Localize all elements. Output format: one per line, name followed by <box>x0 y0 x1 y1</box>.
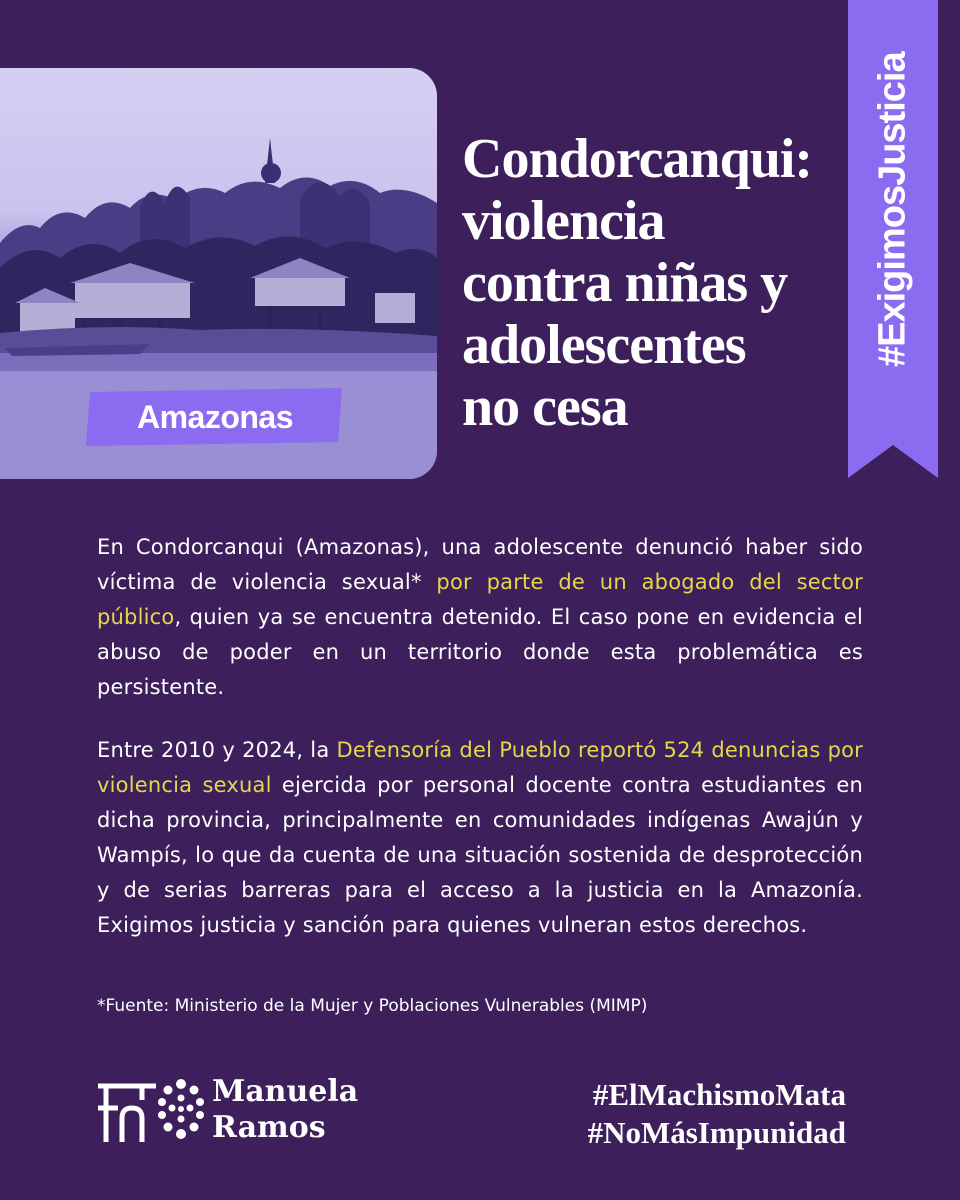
headline <box>462 128 842 438</box>
ribbon-hashtag: #ExigimosJusticia <box>871 52 914 368</box>
manuela-ramos-logo <box>96 1072 359 1152</box>
hashtag-ribbon <box>848 0 938 478</box>
hashtags <box>588 1076 846 1152</box>
paragraph-text: En Condorcanqui (Amazonas), una adolescente denunció haber sido víctima de violencia sexual* <box>97 535 863 594</box>
hashtag: #NoMásImpunidad <box>587 1115 846 1150</box>
article-body <box>97 530 863 971</box>
highlighted-text: por parte de un abogado del sector público <box>97 570 863 629</box>
paragraph-text: , quien ya se encuentra detenido. El caso pone en evidencia el abuso de poder en un territorio donde esta problemática es persistente. <box>97 605 863 699</box>
source-note: *Fuente: Ministerio de la Mujer y Poblaciones Vulnerables (MIMP) <box>97 996 648 1016</box>
highlighted-text: Defensoría del Pueblo reportó 524 denuncias por violencia sexual <box>97 738 863 797</box>
headline-line: violencia <box>462 190 665 252</box>
location-tag <box>84 386 346 448</box>
logo-line: Manuela <box>212 1074 359 1109</box>
headline-line: Condorcanqui: <box>462 128 813 190</box>
location-tag-label: Amazonas <box>136 399 294 435</box>
paragraph-text: ejercida por personal docente contra estudiantes en dicha provincia, principalmente en comunidades indígenas Awajún y Wampís, lo que da cuenta de una situación sostenida de desprotección y de serias barreras para el acceso a la justicia en la Amazonía. Exigimos justicia y sanción para quienes vulneran estos derechos. <box>97 773 864 937</box>
headline-line: no cesa <box>462 376 628 438</box>
paragraph <box>97 733 863 943</box>
hashtag: #ElMachismoMata <box>592 1077 846 1112</box>
paragraph-text: Entre 2010 y 2024, la <box>97 738 337 762</box>
logo-mark-icon <box>96 1072 208 1152</box>
headline-line: contra niñas y <box>462 252 788 314</box>
paragraph <box>97 530 863 705</box>
logo-line: Ramos <box>212 1110 326 1145</box>
headline-line: adolescentes <box>462 314 746 376</box>
logo-wordmark <box>212 1074 358 1146</box>
